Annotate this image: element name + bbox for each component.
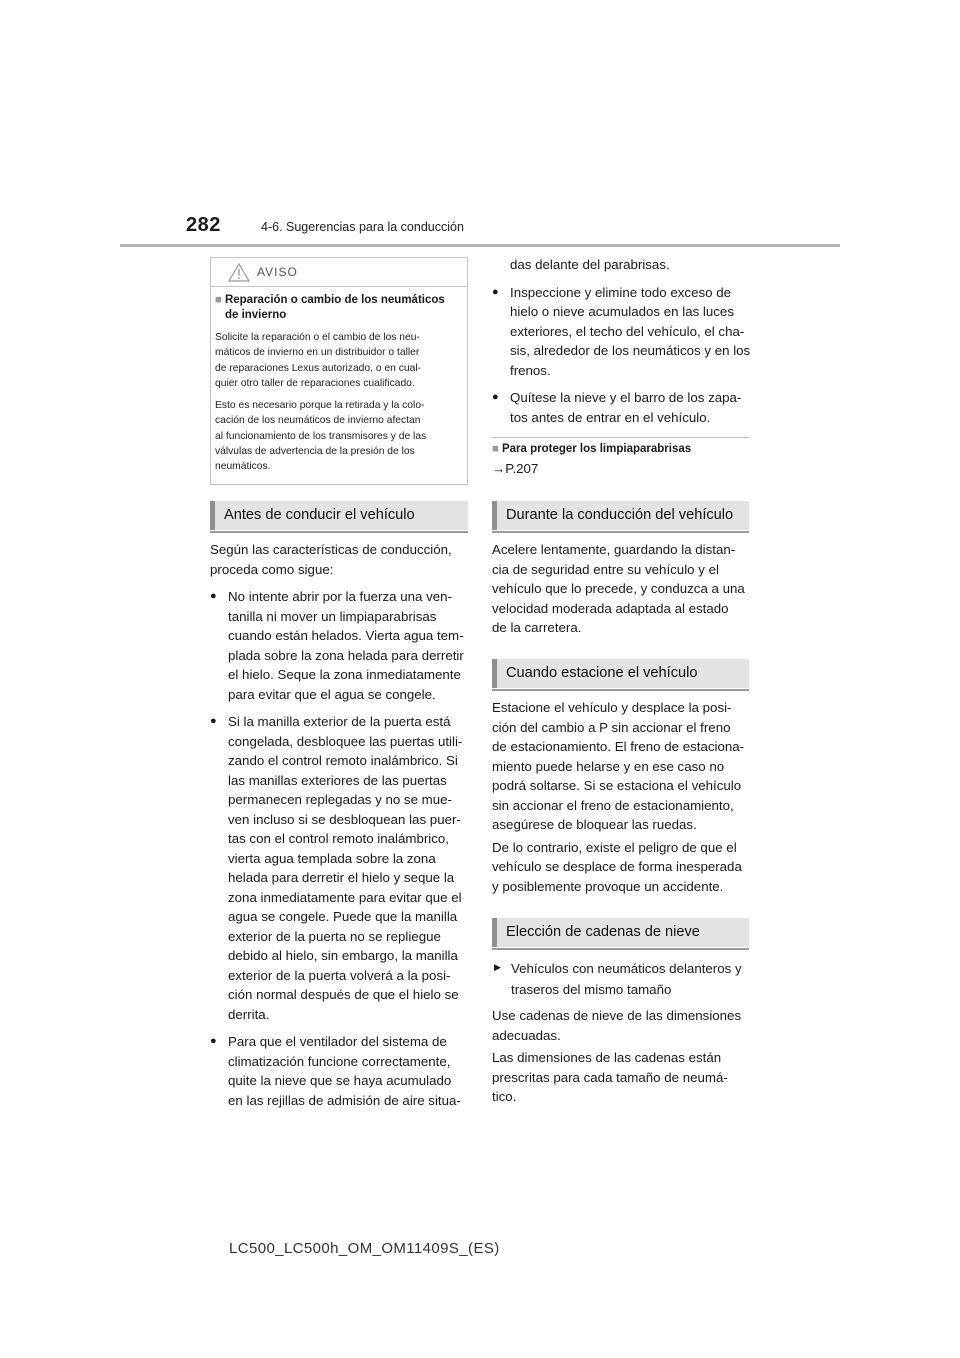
list-item-text: Si la manilla exterior de la puerta está congelada, desbloquee las puertas utili- zando el control remoto inalámbrico. Si las manillas exteriores de las puertas permanecen replegadas y no se mue- ven incluso si se desbloquean las puer- tas con el control remoto inalámbrico, vierta agua templada sobre la zona helada para derretir el hielo y seque la zona inmediatamente para evitar que el agua se congele. Puede que la manilla exterior de la puerta no se repliegue debido al hielo, sin embargo, la manilla exterior de la puerta volverá a la posi- ción normal después de que el hielo se derrita. xyxy=(228,714,463,1022)
heading-snow-chains: Elección de cadenas de nieve xyxy=(492,918,749,947)
bullet-dot-icon: ● xyxy=(210,715,217,727)
warning-box xyxy=(210,257,468,485)
heading-during-driving: Durante la conducción del vehículo xyxy=(492,501,749,530)
triangle-bullet-icon: ▶ xyxy=(494,962,501,972)
chains-body xyxy=(492,958,754,1111)
list-item-text: Quítese la nieve y el barro de los zapa- tos antes de entrar en el vehículo. xyxy=(510,390,742,425)
list-item xyxy=(210,587,472,704)
list-item-text: Inspeccione y elimine todo exceso de hielo o nieve acumulados en las luces exteriores, el techo del vehículo, el cha- sis, alrededor de los neumáticos y en los frenos. xyxy=(510,284,751,378)
warning-header xyxy=(211,258,467,287)
wiper-subheading-text: Para proteger los limpiaparabrisas xyxy=(501,443,692,455)
square-bullet-icon: ■ xyxy=(492,443,499,455)
list-item-text: No intente abrir por la fuerza una ven- tanilla ni mover un limpiaparabrisas cuando están helados. Vierta agua tem- plada sobre la zona helada para derretir el hielo. Seque la zona inmediatamente para evitar que el agua se congele. xyxy=(228,589,464,702)
page-reference-link[interactable]: →P.207 xyxy=(492,461,539,476)
right-column-top xyxy=(492,255,754,427)
list-item xyxy=(492,283,754,381)
parking-paragraph: Estacione el vehículo y desplace la posi- ción del cambio a P sin accionar el freno de estacionamiento. El freno de estaciona- miento puede helarse y en ese caso no podrá soltarse. Si se estaciona el vehículo sin accionar el freno de estacionamiento, asegúrese de bloquear las ruedas. xyxy=(492,700,745,832)
list-item xyxy=(210,712,472,1024)
footer-manual-code: LC500_LC500h_OM_OM11409S_(ES) xyxy=(229,1240,500,1257)
chains-paragraph: Las dimensiones de las cadenas están prescritas para cada tamaño de neumá- tico. xyxy=(492,1050,728,1104)
intro-paragraph: Según las características de conducción, proceda como sigue: xyxy=(210,542,452,577)
list-item xyxy=(492,958,754,1000)
heading-parking: Cuando estacione el vehículo xyxy=(492,659,749,688)
wiper-subheading xyxy=(492,443,691,455)
parking-body xyxy=(492,698,754,900)
warning-paragraph: Solicite la reparación o el cambio de los neu- máticos de invierno en un distribuidor o taller de reparaciones Lexus autorizado, o en cual- quier otro taller de reparaciones cualificado. xyxy=(215,332,422,389)
heading-before-driving: Antes de conducir el vehículo xyxy=(210,501,468,530)
warning-paragraph: Esto es necesario porque la retirada y la colo- cación de los neumáticos de invierno afectan al funcionamiento de los transmisores y de las válvulas de advertencia de la presión de los neumáticos. xyxy=(215,400,427,473)
warning-triangle-icon xyxy=(228,263,250,282)
square-bullet-icon: ■ xyxy=(215,294,222,306)
left-column-body xyxy=(210,540,472,1110)
list-item xyxy=(492,388,754,427)
list-item-text: Vehículos con neumáticos delanteros y traseros del mismo tamaño xyxy=(511,961,742,997)
bullet-dot-icon: ● xyxy=(492,391,499,403)
continuation-text: das delante del parabrisas. xyxy=(510,257,670,272)
driving-paragraph: Acelere lentamente, guardando la distan- cia de seguridad entre su vehículo y el vehículo que lo precede, y conduzca a una velocidad moderada adaptada al estado de la carretera. xyxy=(492,542,745,635)
chains-paragraph: Use cadenas de nieve de las dimensiones adecuadas. xyxy=(492,1008,742,1043)
bullet-dot-icon: ● xyxy=(492,285,499,298)
parking-paragraph: De lo contrario, existe el peligro de que el vehículo se desplace de forma inesperada y posiblemente provoque un accidente. xyxy=(492,839,742,894)
list-item xyxy=(210,1032,472,1110)
warning-title: AVISO xyxy=(257,265,298,279)
warning-subtitle xyxy=(215,293,461,323)
page-number: 282 xyxy=(186,214,221,236)
list-item-text: Para que el ventilador del sistema de climatización funcione correctamente, quite la nieve que se haya acumulado en las rejillas de admisión de aire situa- xyxy=(228,1034,461,1108)
section-title: 4-6. Sugerencias para la conducción xyxy=(261,220,464,234)
bullet-dot-icon: ● xyxy=(210,1035,217,1047)
divider xyxy=(492,437,749,438)
header-rule xyxy=(120,244,840,247)
warning-subtitle-text: Reparación o cambio de los neumáticos de invierno xyxy=(224,294,445,321)
bullet-dot-icon: ● xyxy=(210,590,217,602)
